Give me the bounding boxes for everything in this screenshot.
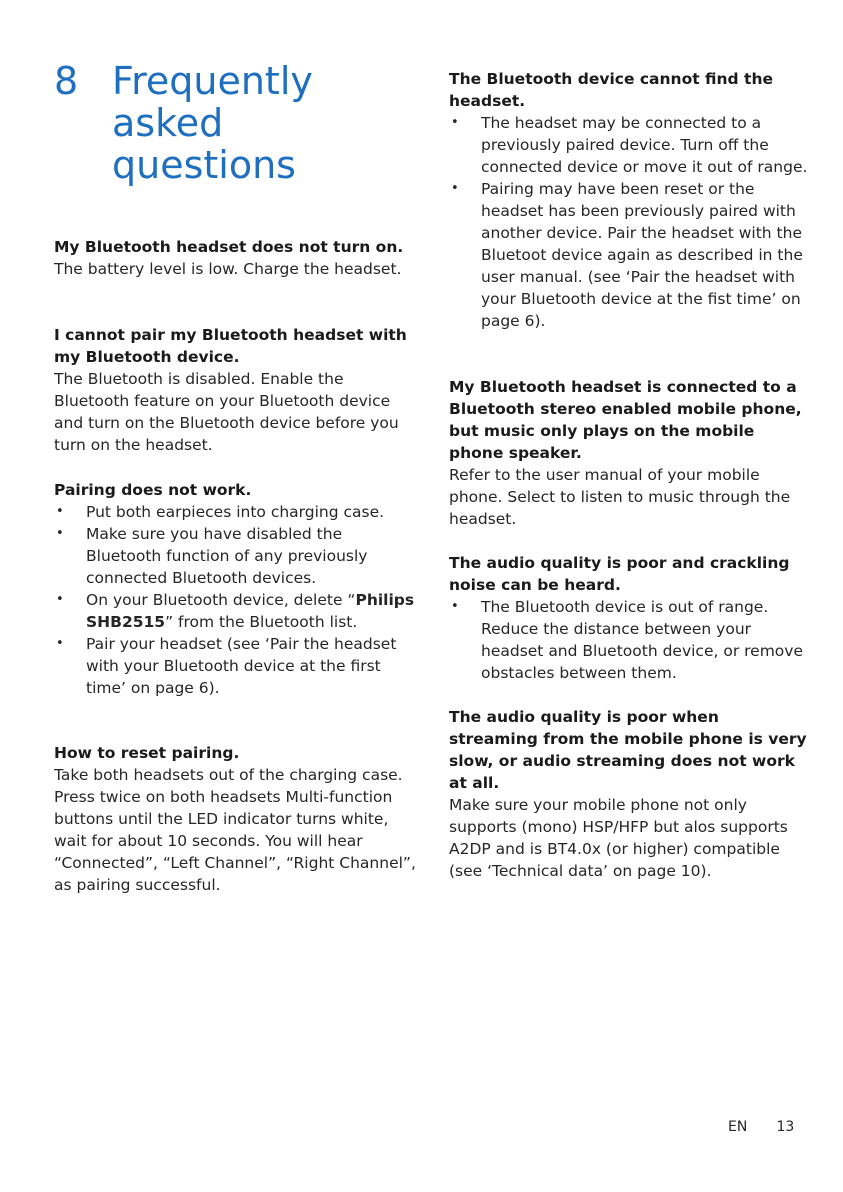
faq-answer: Take both headsets out of the charging case. Press twice on both headsets Multi-function buttons until the LED indicator turns white, wait for about 10 seconds. You will hear “Connected”, “Left Channel”, “Right Channel”, as pairing successful. bbox=[54, 766, 416, 894]
faq-answer: The battery level is low. Charge the headset. bbox=[54, 260, 402, 278]
list-item: • On your Bluetooth device, delete “Philips SHB2515” from the Bluetooth list. bbox=[56, 591, 415, 631]
list-item: • Pairing may have been reset or the headset has been previously paired with another device. Pair the headset with the Bluetoot device again as described in the user manual. (see ‘Pair the headset with your Bluetooth device at the fist time’ on page 6). bbox=[451, 180, 803, 330]
list-item: • The headset may be connected to a previously paired device. Turn off the connected device or move it out of range. bbox=[451, 114, 808, 176]
faq-bullet-list bbox=[449, 112, 809, 332]
faq-question: The audio quality is poor when streaming from the mobile phone is very slow, or audio streaming does not work at all. bbox=[449, 708, 807, 792]
list-item: • The Bluetooth device is out of range. Reduce the distance between your headset and Bluetooth device, or remove obstacles between them. bbox=[451, 598, 803, 682]
faq-item bbox=[54, 324, 416, 456]
page-number: 13 bbox=[776, 1119, 795, 1135]
faq-question: My Bluetooth headset is connected to a Bluetooth stereo enabled mobile phone, but music only plays on the mobile phone speaker. bbox=[449, 378, 802, 462]
chapter-title: Frequently asked questions bbox=[112, 59, 313, 187]
faq-item bbox=[449, 68, 809, 332]
faq-item bbox=[449, 552, 809, 684]
faq-question: My Bluetooth headset does not turn on. bbox=[54, 238, 404, 256]
faq-item bbox=[449, 376, 809, 530]
page-footer bbox=[728, 1119, 794, 1135]
faq-item bbox=[54, 479, 416, 699]
product-name: Philips SHB2515 bbox=[86, 591, 415, 631]
faq-question: The audio quality is poor and crackling noise can be heard. bbox=[449, 554, 790, 594]
list-item: • Pair your headset (see ‘Pair the headset with your Bluetooth device at the first time’ on page 6). bbox=[56, 635, 397, 697]
faq-item bbox=[449, 706, 809, 882]
faq-bullet-list bbox=[54, 501, 416, 699]
faq-question: How to reset pairing. bbox=[54, 744, 240, 762]
faq-question: Pairing does not work. bbox=[54, 481, 252, 499]
faq-item bbox=[54, 742, 416, 896]
faq-answer: Make sure your mobile phone not only supports (mono) HSP/HFP but alos supports A2DP and is BT4.0x (or higher) compatible (see ‘Technical data’ on page 10). bbox=[449, 796, 788, 880]
language-code: EN bbox=[728, 1119, 748, 1135]
list-item: • Make sure you have disabled the Bluetooth function of any previously connected Bluetooth devices. bbox=[56, 525, 368, 587]
faq-answer: Refer to the user manual of your mobile phone. Select to listen to music through the headset. bbox=[449, 466, 791, 528]
list-item: • Put both earpieces into charging case. bbox=[56, 503, 385, 521]
faq-bullet-list bbox=[449, 596, 809, 684]
chapter-number: 8 bbox=[54, 59, 79, 103]
faq-item bbox=[54, 236, 416, 280]
faq-question: The Bluetooth device cannot find the headset. bbox=[449, 70, 774, 110]
faq-question: I cannot pair my Bluetooth headset with my Bluetooth device. bbox=[54, 326, 407, 366]
faq-answer: The Bluetooth is disabled. Enable the Bluetooth feature on your Bluetooth device and turn on the Bluetooth device before you turn on the headset. bbox=[54, 370, 399, 454]
